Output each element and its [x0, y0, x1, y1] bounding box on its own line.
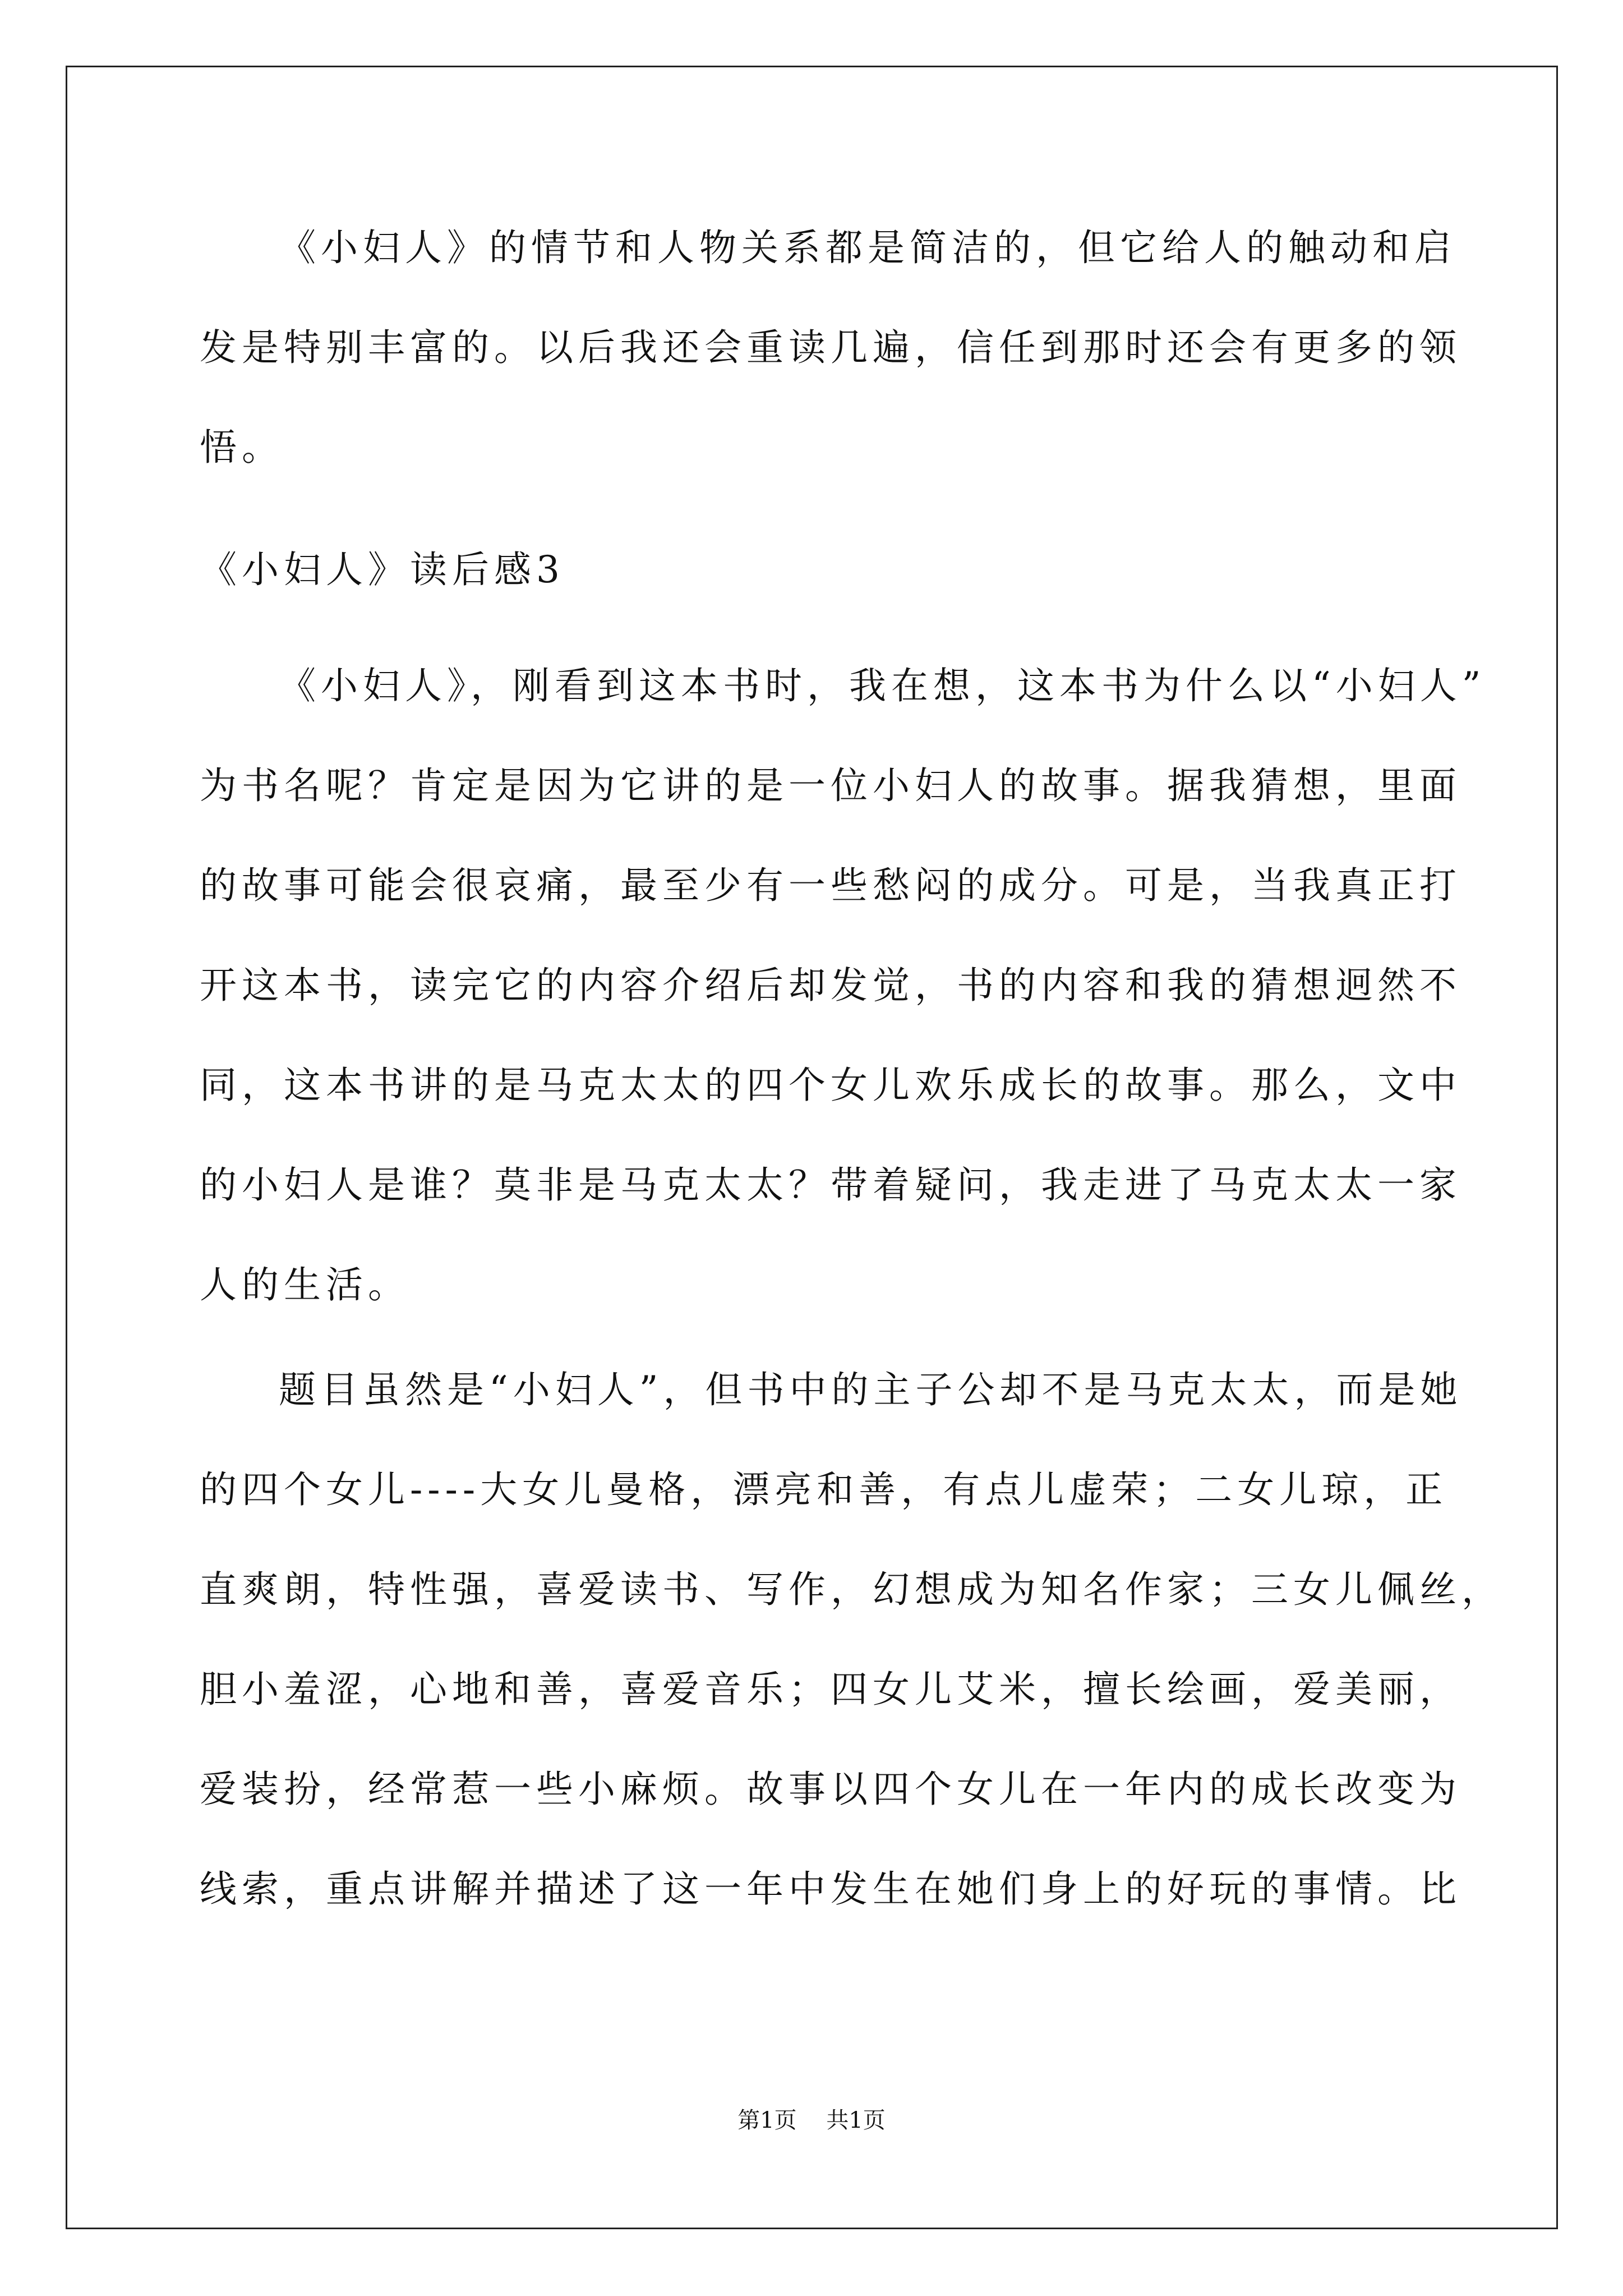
paragraph-line: 人的生活。: [200, 1263, 410, 1306]
paragraph-line: 为书名呢？肯定是因为它讲的是一位小妇人的故事。据我猜想，里面: [200, 764, 1461, 807]
paragraph-line: 题目虽然是“小妇人”，但书中的主子公却不是马克太太，而是她: [279, 1368, 1463, 1411]
paragraph-line: 同，这本书讲的是马克太太的四个女儿欢乐成长的故事。那么，文中: [200, 1064, 1461, 1107]
paragraph-line: 的小妇人是谁？莫非是马克太太？带着疑问，我走进了马克太太一家: [200, 1163, 1461, 1207]
section-heading: 《小妇人》读后感3: [200, 548, 565, 591]
paragraph-line: 《小妇人》的情节和人物关系都是简洁的，但它给人的触动和启: [279, 226, 1456, 269]
page-footer: [0, 2106, 1623, 2134]
paragraph-line: 直爽朗，特性强，喜爱读书、写作，幻想成为知名作家；三女儿佩丝，: [200, 1568, 1504, 1611]
paragraph-line: 悟。: [200, 426, 284, 469]
paragraph-line: 发是特别丰富的。以后我还会重读几遍，信任到那时还会有更多的领: [200, 326, 1461, 369]
page-number: 第1页: [737, 2108, 797, 2133]
paragraph-line: 开这本书，读完它的内容介绍后却发觉，书的内容和我的猜想迥然不: [200, 964, 1461, 1007]
paragraph-line: 《小妇人》，刚看到这本书时，我在想，这本书为什么以“小妇人”: [279, 664, 1486, 707]
paragraph-line: 线索，重点讲解并描述了这一年中发生在她们身上的好玩的事情。比: [200, 1867, 1461, 1911]
paragraph-line: 爱装扮，经常惹一些小麻烦。故事以四个女儿在一年内的成长改变为: [200, 1768, 1461, 1811]
paragraph-line: 胆小羞涩，心地和善，喜爱音乐；四女儿艾米，擅长绘画，爱美丽，: [200, 1668, 1461, 1711]
page-total: 共1页: [826, 2108, 886, 2133]
paragraph-line: 的故事可能会很哀痛，最至少有一些愁闷的成分。可是，当我真正打: [200, 864, 1461, 907]
paragraph-line: 的四个女儿----大女儿曼格，漂亮和善，有点儿虚荣；二女儿琼，正: [200, 1468, 1448, 1511]
